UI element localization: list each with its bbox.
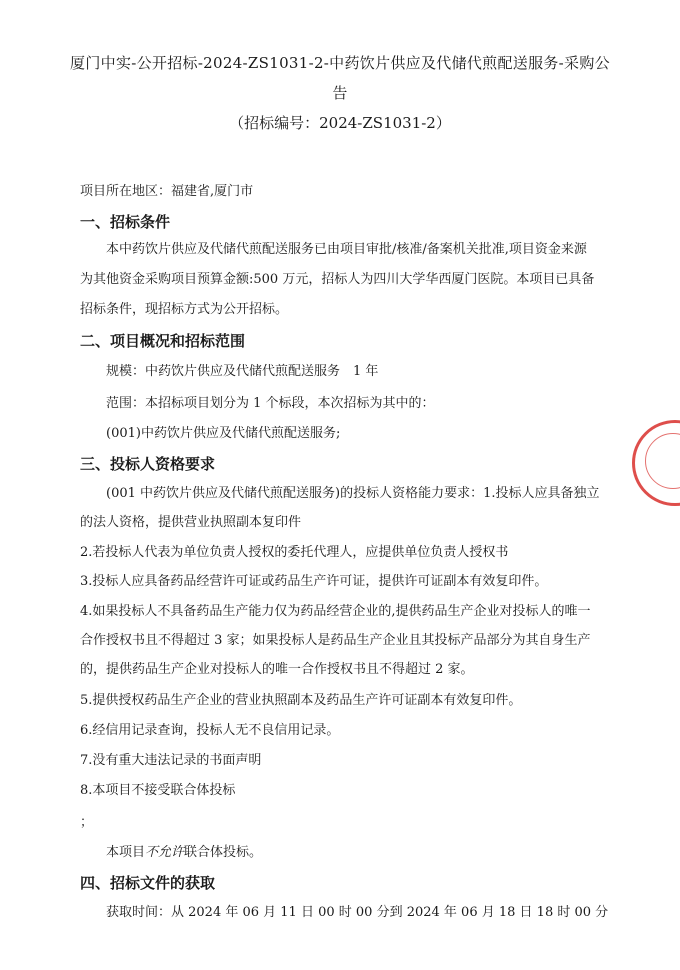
sec3-line-11: 8.本项目不接受联合体投标 bbox=[80, 783, 236, 798]
sec3-line-13-c: 联合体投标。 bbox=[184, 845, 263, 860]
sec2-scale: 规模：中药饮片供应及代储代煎配送服务 1 年 bbox=[106, 364, 379, 379]
sec1-para-line-1: 本中药饮片供应及代储代煎配送服务已由项目审批/核准/备案机关批准,项目资金来源 bbox=[106, 242, 587, 257]
sec3-line-13 bbox=[106, 843, 262, 863]
document-title bbox=[60, 48, 620, 108]
sec3-line-13-a: 本项目 bbox=[106, 845, 146, 860]
section-4-heading: 四、招标文件的获取 bbox=[80, 874, 216, 892]
sec2-lot: (001)中药饮片供应及代储代煎配送服务; bbox=[106, 426, 341, 441]
sec1-para-line-2: 为其他资金采购项目预算金额:500 万元，招标人为四川大学华西厦门医院。本项目已具备 bbox=[80, 272, 595, 287]
sec3-line-5: 4.如果投标人不具备药品生产能力仅为药品经营企业的,提供药品生产企业对投标人的唯一 bbox=[80, 604, 591, 619]
tender-number: （招标编号：2024-ZS1031-2） bbox=[229, 114, 451, 132]
sec3-line-7: 的，提供药品生产企业对投标人的唯一合作授权书且不得超过 2 家。 bbox=[80, 662, 474, 677]
sec3-line-3: 2.若投标人代表为单位负责人授权的委托代理人，应提供单位负责人授权书 bbox=[80, 545, 509, 560]
sec3-line-1: (001 中药饮片供应及代储代煎配送服务)的投标人资格能力要求：1.投标人应具备独立 bbox=[106, 486, 600, 501]
seal-stamp-inner-ring bbox=[645, 433, 680, 489]
section-1-heading: 一、招标条件 bbox=[80, 213, 171, 231]
sec3-line-10: 7.没有重大违法记录的书面声明 bbox=[80, 753, 262, 768]
sec3-line-2: 的法人资格，提供营业执照副本复印件 bbox=[80, 515, 302, 530]
sec3-line-8: 5.提供授权药品生产企业的营业执照副本及药品生产许可证副本有效复印件。 bbox=[80, 693, 522, 708]
sec3-line-12: ； bbox=[80, 815, 94, 830]
section-3-heading: 三、投标人资格要求 bbox=[80, 455, 216, 473]
sec1-para-line-3: 招标条件，现招标方式为公开招标。 bbox=[80, 302, 289, 317]
sec3-line-6: 合作授权书且不得超过 3 家；如果投标人是药品生产企业且其投标产品部分为其自身生产 bbox=[80, 633, 591, 648]
sec4-acquire-time: 获取时间：从 2024 年 06 月 11 日 00 时 00 分到 2024 年 06 月 18 日 18 时 00 分 bbox=[106, 905, 609, 920]
title-line-1: 厦门中实-公开招标-2024-ZS1031-2-中药饮片供应及代储代煎配送服务-采购公 bbox=[70, 54, 610, 72]
sec3-line-4: 3.投标人应具备药品经营许可证或药品生产许可证，提供许可证副本有效复印件。 bbox=[80, 574, 548, 589]
title-line-2: 告 bbox=[332, 84, 348, 102]
sec3-line-9: 6.经信用记录查询，投标人无不良信用记录。 bbox=[80, 723, 340, 738]
seal-stamp bbox=[632, 420, 680, 506]
sec2-scope: 范围：本招标项目划分为 1 个标段，本次招标为其中的： bbox=[106, 396, 435, 411]
sec3-line-13-emph: 不允许 bbox=[145, 845, 185, 860]
project-region: 项目所在地区：福建省,厦门市 bbox=[80, 184, 254, 199]
section-2-heading: 二、项目概况和招标范围 bbox=[80, 332, 246, 350]
